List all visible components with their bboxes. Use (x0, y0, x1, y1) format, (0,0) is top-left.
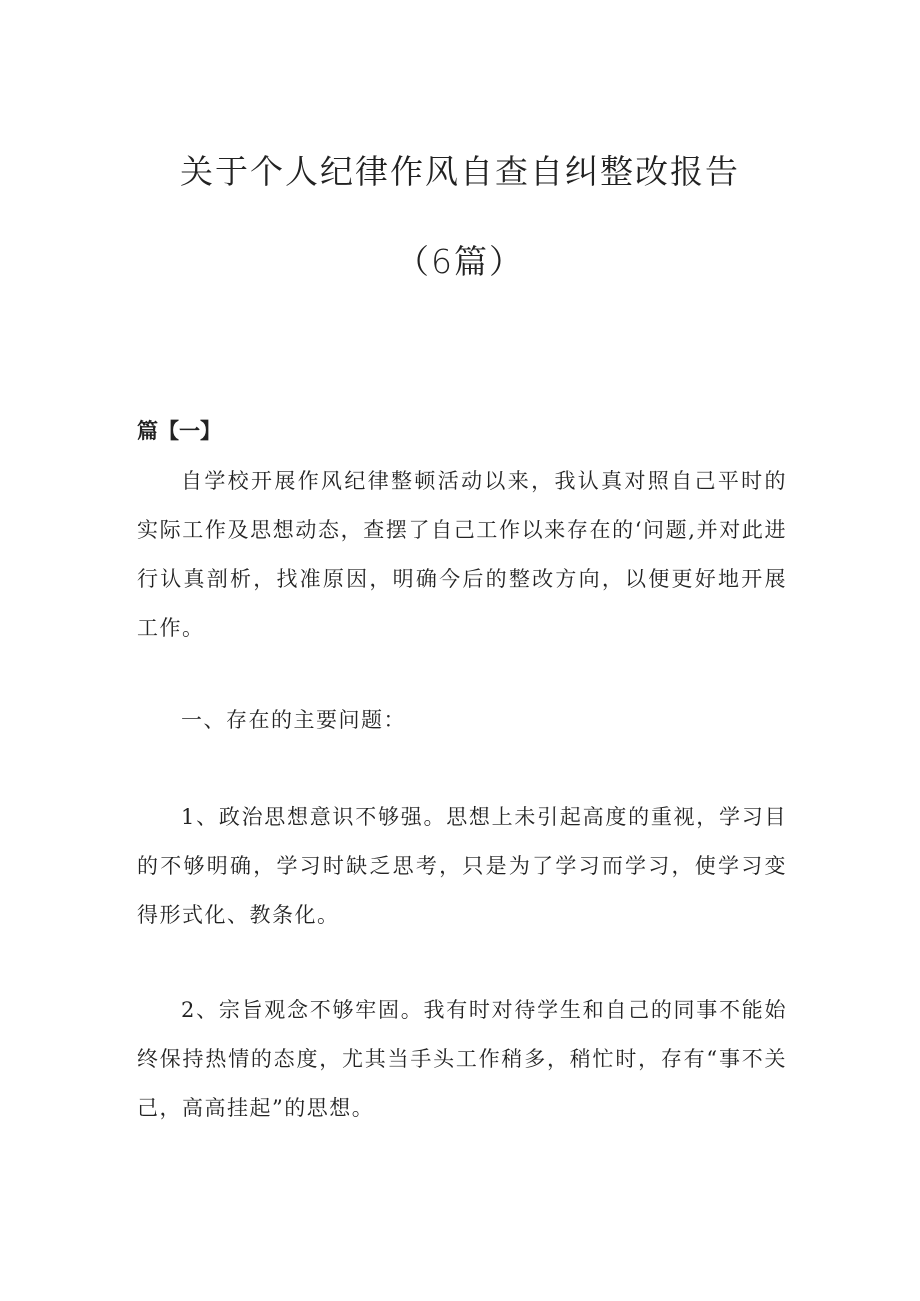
document-subtitle: （6篇） (396, 242, 524, 281)
problem-item-2: 2、宗旨观念不够牢固。我有时对待学生和自己的同事不能始终保持热情的态度，尤其当手头工作稍多，稍忙时，存有“事不关己，高高挂起”的思想。 (137, 998, 787, 1120)
section-heading: 一、存在的主要问题： (181, 708, 406, 732)
intro-paragraph: 自学校开展作风纪律整顿活动以来，我认真对照自己平时的实际工作及思想动态，查摆了自己工作以来存在的‘问题,并对此进行认真剖析，找准原因，明确今后的整改方向，以便更好地开展工作。 (137, 469, 787, 640)
problem-item-1: 1、政治思想意识不够强。思想上未引起高度的重视，学习目的不够明确，学习时缺乏思考，只是为了学习而学习，使学习变得形式化、教条化。 (137, 805, 787, 927)
section-label: 篇【一】 (137, 418, 221, 443)
document-title: 关于个人纪律作风自查自纠整改报告 (180, 152, 740, 191)
